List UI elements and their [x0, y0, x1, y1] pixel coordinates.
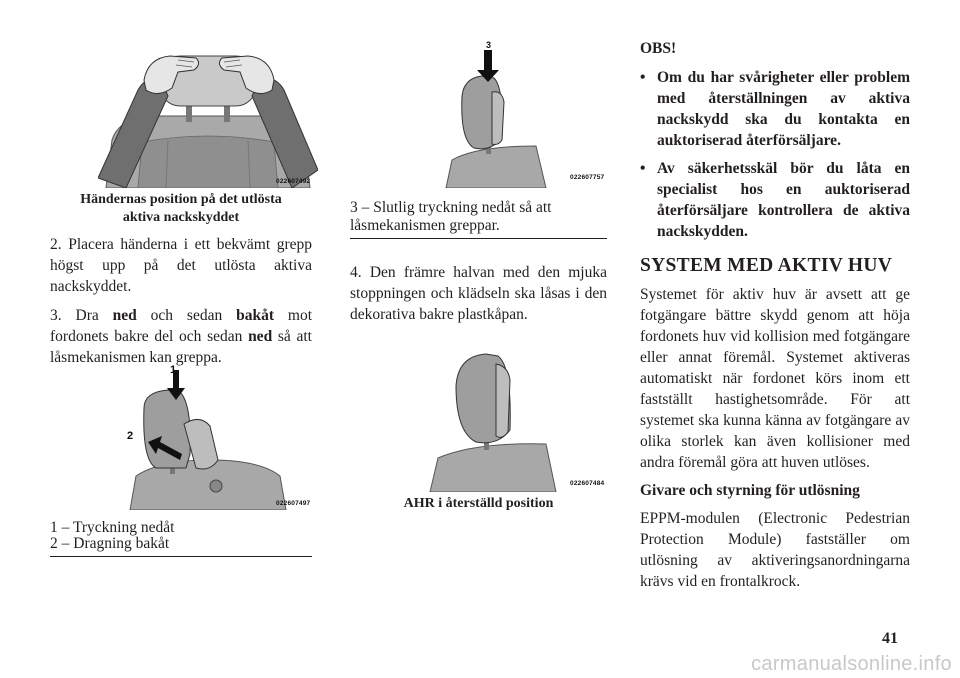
- step-4-paragraph: 4. Den främre halvan med den mjuka stoppningen och klädseln ska låsas i den dekorativa bakre plastkåpan.: [350, 264, 607, 323]
- note-heading: OBS!: [640, 40, 677, 57]
- figure-code: 022607757: [570, 174, 605, 181]
- caption-rule: [50, 556, 312, 557]
- step-3-paragraph: 3. Dra ned och sedan bakåt mot fordonets bakre del och sedan ned så att låsmekanismen kan greppa.: [50, 307, 312, 366]
- column-3: [640, 38, 910, 592]
- figure-caption-legend: 1 – Tryckning nedåt 2 – Dragning bakåt: [50, 519, 175, 552]
- bullet-dot: •: [640, 160, 646, 177]
- callout-1: 1: [170, 364, 177, 376]
- figure-caption: Händernas position på det utlösta aktiva nackskyddet: [80, 192, 282, 225]
- headrest-hands-illustration: [98, 50, 318, 188]
- note-bullet-2: • Av säkerhetsskäl bör du låta en specialist hos en auktoriserad återförsäljare kontrollera de aktiva nackskydden.: [640, 160, 910, 240]
- column-2: [350, 262, 607, 325]
- bullet-dot: •: [640, 69, 646, 86]
- section-paragraph-1: Systemet för aktiv huv är avsett att ge fotgängare bättre skydd genom att höja fordonets huv vid kollision med fotgängare eller annat föremål. Systemet aktiveras automatiskt när fordonet körs inom ett fastställt hastighetsområde. För att systemet ska kunna känna av fotgängare av olika storlek kan även kollisioner med andra föremål göra att huven utlöses.: [640, 286, 910, 471]
- figure-caption: AHR i återställd position: [403, 496, 554, 511]
- figure-code: 022607492: [276, 178, 311, 185]
- headrest-final-push-illustration: [416, 42, 608, 188]
- figure-caption-legend: 3 – Slutlig tryckning nedåt så att låsmekanismen greppar.: [350, 199, 552, 234]
- note-bullet-1: • Om du har svårigheter eller problem med återställningen av aktiva nackskydd ska du kontakta en auktoriserad återförsäljare.: [640, 69, 910, 149]
- section-paragraph-2: EPPM-modulen (Electronic Pedestrian Protection Module) fastställer om utlösning av aktiveringsanordningarna krävs vid en frontalkrock.: [640, 510, 910, 590]
- figure-code: 022607484: [570, 480, 605, 487]
- figure-hands-on-headrest: [98, 50, 318, 188]
- figure-push-pull: [120, 364, 312, 510]
- caption-rule: [350, 238, 607, 239]
- figure-code: 022607497: [276, 500, 311, 507]
- figure-final-push: [416, 42, 608, 188]
- section-heading: SYSTEM MED AKTIV HUV: [640, 255, 893, 276]
- column-1: [50, 234, 312, 368]
- subsection-heading: Givare och styrning för utlösning: [640, 482, 860, 499]
- watermark: carmanualsonline.info: [751, 653, 952, 675]
- callout-2: 2: [127, 430, 134, 442]
- headrest-reset-illustration: [416, 346, 608, 492]
- figure-reset-position: [416, 346, 608, 492]
- page-number: 41: [882, 630, 898, 647]
- headrest-push-pull-illustration: [120, 364, 312, 510]
- step-2-paragraph: 2. Placera händerna i ett bekvämt grepp högst upp på det utlösta aktiva nackskyddet.: [50, 236, 312, 295]
- callout-3: 3: [486, 40, 492, 50]
